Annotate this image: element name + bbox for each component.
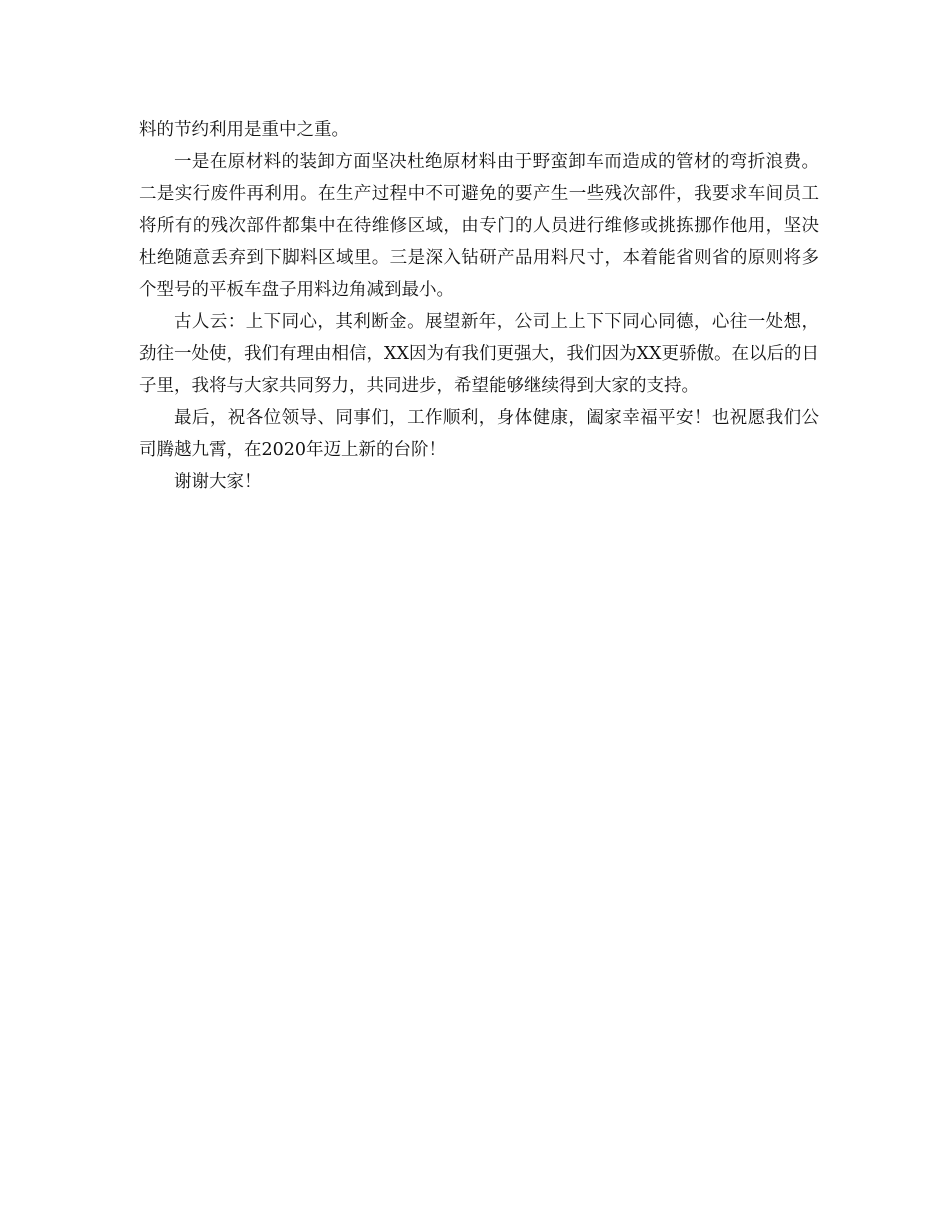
paragraph-wishes: 最后，祝各位领导、同事们，工作顺利，身体健康，阖家幸福平安！也祝愿我们公司腾越九霄，在2020年迈上新的台阶！ xyxy=(139,408,819,460)
document-body xyxy=(139,114,819,498)
paragraph-thanks: 谢谢大家！ xyxy=(174,472,262,492)
paragraph-continuation: 料的节约利用是重中之重。 xyxy=(139,120,349,140)
paragraph-outlook: 古人云：上下同心，其利断金。展望新年，公司上上下下同心同德，心往一处想，劲往一处使，我们有理由相信，XX因为有我们更强大，我们因为XX更骄傲。在以后的日子里，我将与大家共同努力，共同进步，希望能够继续得到大家的支持。 xyxy=(139,312,819,396)
paragraph-material-saving: 一是在原材料的装卸方面坚决杜绝原材料由于野蛮卸车而造成的管材的弯折浪费。二是实行废件再利用。在生产过程中不可避免的要产生一些残次部件，我要求车间员工将所有的残次部件都集中在待维修区域，由专门的人员进行维修或挑拣挪作他用，坚决杜绝随意丢弃到下脚料区域里。三是深入钻研产品用料尺寸，本着能省则省的原则将多个型号的平板车盘子用料边角减到最小。 xyxy=(139,152,819,300)
